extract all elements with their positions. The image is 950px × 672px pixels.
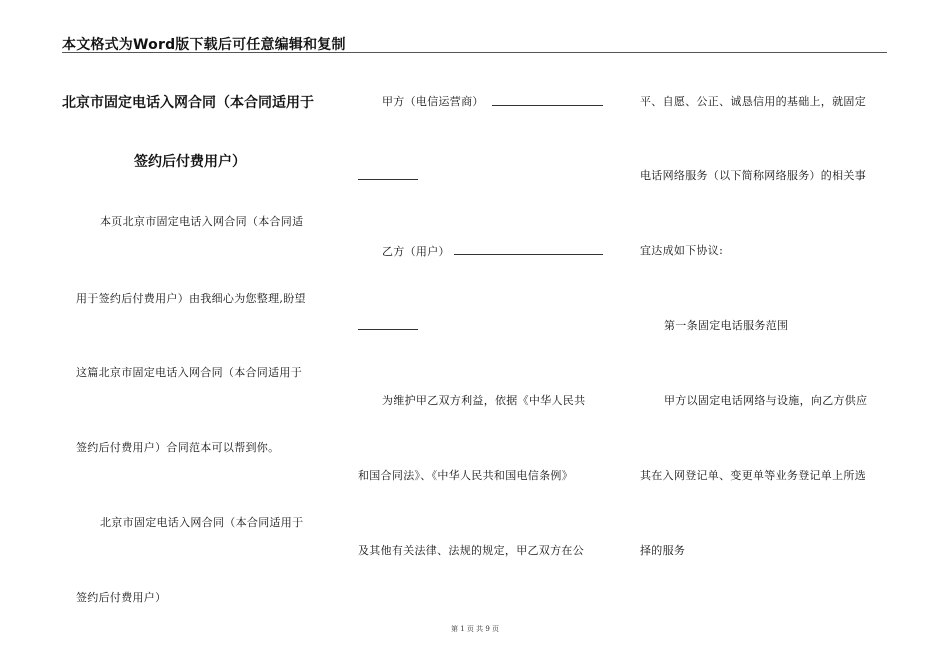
document-header-title: 本文格式为Word版下载后可任意编辑和复制 — [62, 37, 346, 53]
right-text-line: 其在入网登记单、变更单等业务登记单上所选 — [640, 469, 866, 482]
section-heading: 第一条固定电话服务范围 — [664, 319, 789, 332]
contract-title-line-1: 北京市固定电话入网合同（本合同适用于 — [62, 95, 314, 111]
header-rule — [62, 52, 887, 53]
page-number-footer: 第 1 页 共 9 页 — [450, 625, 500, 633]
party-b-line — [382, 243, 450, 259]
left-text-line: 签约后付费用户）合同范本可以帮到你。 — [76, 441, 280, 454]
party-a-line — [382, 93, 484, 109]
contract-title-line-2: 签约后付费用户） — [134, 154, 246, 170]
right-text-line: 择的服务 — [640, 544, 686, 557]
left-text-line: 签约后付费用户） — [76, 591, 167, 604]
right-text-line: 平、自愿、公正、诚恳信用的基础上，就固定 — [640, 95, 866, 108]
party-a-label: 甲方（电信运营商） — [382, 95, 484, 108]
left-text-line: 本页北京市固定电话入网合同（本合同适 — [100, 215, 304, 228]
party-b-label: 乙方（用户） — [382, 245, 450, 258]
party-b-blank — [454, 254, 603, 255]
middle-text-line: 及其他有关法律、法规的规定，甲乙双方在公 — [358, 544, 584, 557]
party-a-blank — [492, 105, 603, 106]
right-text-line: 宜达成如下协议: — [640, 244, 724, 257]
left-text-line: 这篇北京市固定电话入网合同（本合同适用于 — [76, 366, 302, 379]
right-text-line: 电话网络服务（以下简称网络服务）的相关事 — [640, 169, 866, 182]
middle-text-line: 和国合同法》、《中华人民共和国电信条例》 — [358, 469, 573, 482]
party-b-blank-continued — [358, 329, 418, 330]
right-text-line: 甲方以固定电话网络与设施，向乙方供应 — [664, 394, 868, 407]
left-text-line: 用于签约后付费用户）由我细心为您整理,盼望 — [76, 292, 306, 305]
left-text-line: 北京市固定电话入网合同（本合同适用于 — [100, 516, 304, 529]
middle-text-line: 为维护甲乙双方利益，依据《中华人民共 — [382, 394, 586, 407]
party-a-blank-continued — [358, 179, 418, 180]
